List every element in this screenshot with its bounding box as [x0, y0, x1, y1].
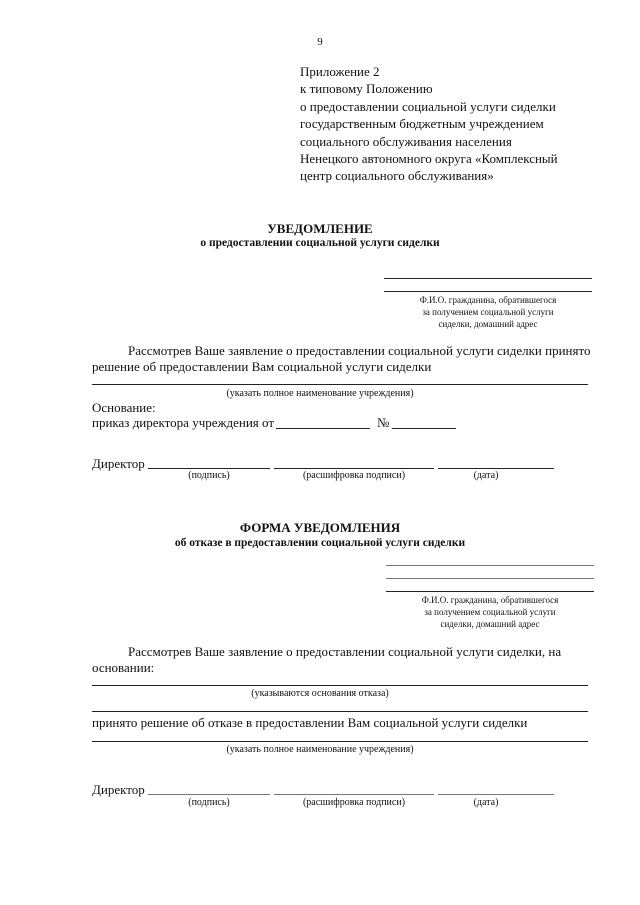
- fio-caption-line: Ф.И.О. гражданина, обратившегося: [421, 595, 559, 605]
- fio-caption-line: за получением социальной услуги: [424, 607, 556, 617]
- order-label: приказ директора учреждения от: [92, 415, 275, 430]
- fio-caption-line: за получением социальной услуги: [422, 307, 554, 317]
- decoding-caption: (расшифровка подписи): [302, 470, 406, 481]
- appendix-line: Приложение 2: [300, 64, 380, 79]
- director-label: Директор: [92, 456, 145, 471]
- signature-line: [148, 468, 270, 469]
- signature-line: [148, 794, 270, 795]
- fio-line: [386, 578, 594, 579]
- grounds-caption: (указываются основания отказа): [251, 688, 389, 699]
- date-line: [438, 468, 554, 469]
- signature-caption: (подпись): [188, 797, 230, 808]
- appendix-line: о предоставлении социальной услуги сиделки: [300, 98, 556, 114]
- institution-line: [92, 384, 588, 385]
- decision-text: принято решение об отказе в предоставлении Вам социальной услуги сиделки: [92, 715, 528, 730]
- fio-line: [386, 565, 594, 566]
- fio-caption: [384, 294, 592, 330]
- fio-line: [386, 591, 594, 592]
- fio-line: [384, 278, 592, 279]
- date-caption: (дата): [473, 470, 499, 481]
- decoding-caption: (расшифровка подписи): [302, 797, 406, 808]
- decoding-line: [274, 468, 434, 469]
- grounds-line: [92, 711, 588, 712]
- basis-label: Основание:: [92, 400, 156, 415]
- institution-line: [92, 741, 588, 742]
- signature-caption: (подпись): [188, 470, 230, 481]
- institution-caption: (указать полное наименование учреждения): [226, 744, 414, 755]
- appendix-header: [300, 63, 558, 185]
- date-line: [438, 794, 554, 795]
- date-caption: (дата): [473, 797, 499, 808]
- refusal-body-line: основании:: [92, 660, 155, 675]
- institution-caption: (указать полное наименование учреждения): [226, 388, 414, 399]
- decoding-line: [274, 794, 434, 795]
- appendix-line: Ненецкого автономного округа «Комплексный: [300, 151, 558, 167]
- fio-caption-line: сиделки, домашний адрес: [438, 319, 538, 329]
- fio-caption: [386, 594, 594, 630]
- grounds-line: [92, 685, 588, 686]
- refusal-subtitle: об отказе в предоставлении социальной услуги сиделки: [174, 537, 466, 549]
- order-date-line: [276, 428, 370, 429]
- notice-subtitle: о предоставлении социальной услуги сиделки: [200, 237, 440, 249]
- refusal-body-line: Рассмотрев Ваше заявление о предоставлении социальной услуги сиделки, на: [128, 644, 562, 659]
- appendix-line: центр социального обслуживания»: [300, 168, 494, 184]
- notice-title: УВЕДОМЛЕНИЕ: [267, 221, 373, 236]
- appendix-line: к типовому Положению: [300, 81, 433, 97]
- notice-body-line: Рассмотрев Ваше заявление о предоставлении социальной услуги сиделки принято: [128, 343, 591, 358]
- order-number-line: [392, 428, 456, 429]
- director-label: Директор: [92, 782, 145, 797]
- appendix-line: государственным бюджетным учреждением: [300, 116, 544, 132]
- fio-caption-line: сиделки, домашний адрес: [440, 619, 540, 629]
- page-number: 9: [317, 36, 323, 48]
- refusal-title: ФОРМА УВЕДОМЛЕНИЯ: [239, 520, 401, 535]
- number-sign: №: [377, 415, 390, 430]
- fio-line: [384, 291, 592, 292]
- appendix-line: социального обслуживания населения: [300, 133, 512, 149]
- notice-body-line: решение об предоставлении Вам социальной услуги сиделки: [92, 359, 432, 374]
- fio-caption-line: Ф.И.О. гражданина, обратившегося: [419, 295, 557, 305]
